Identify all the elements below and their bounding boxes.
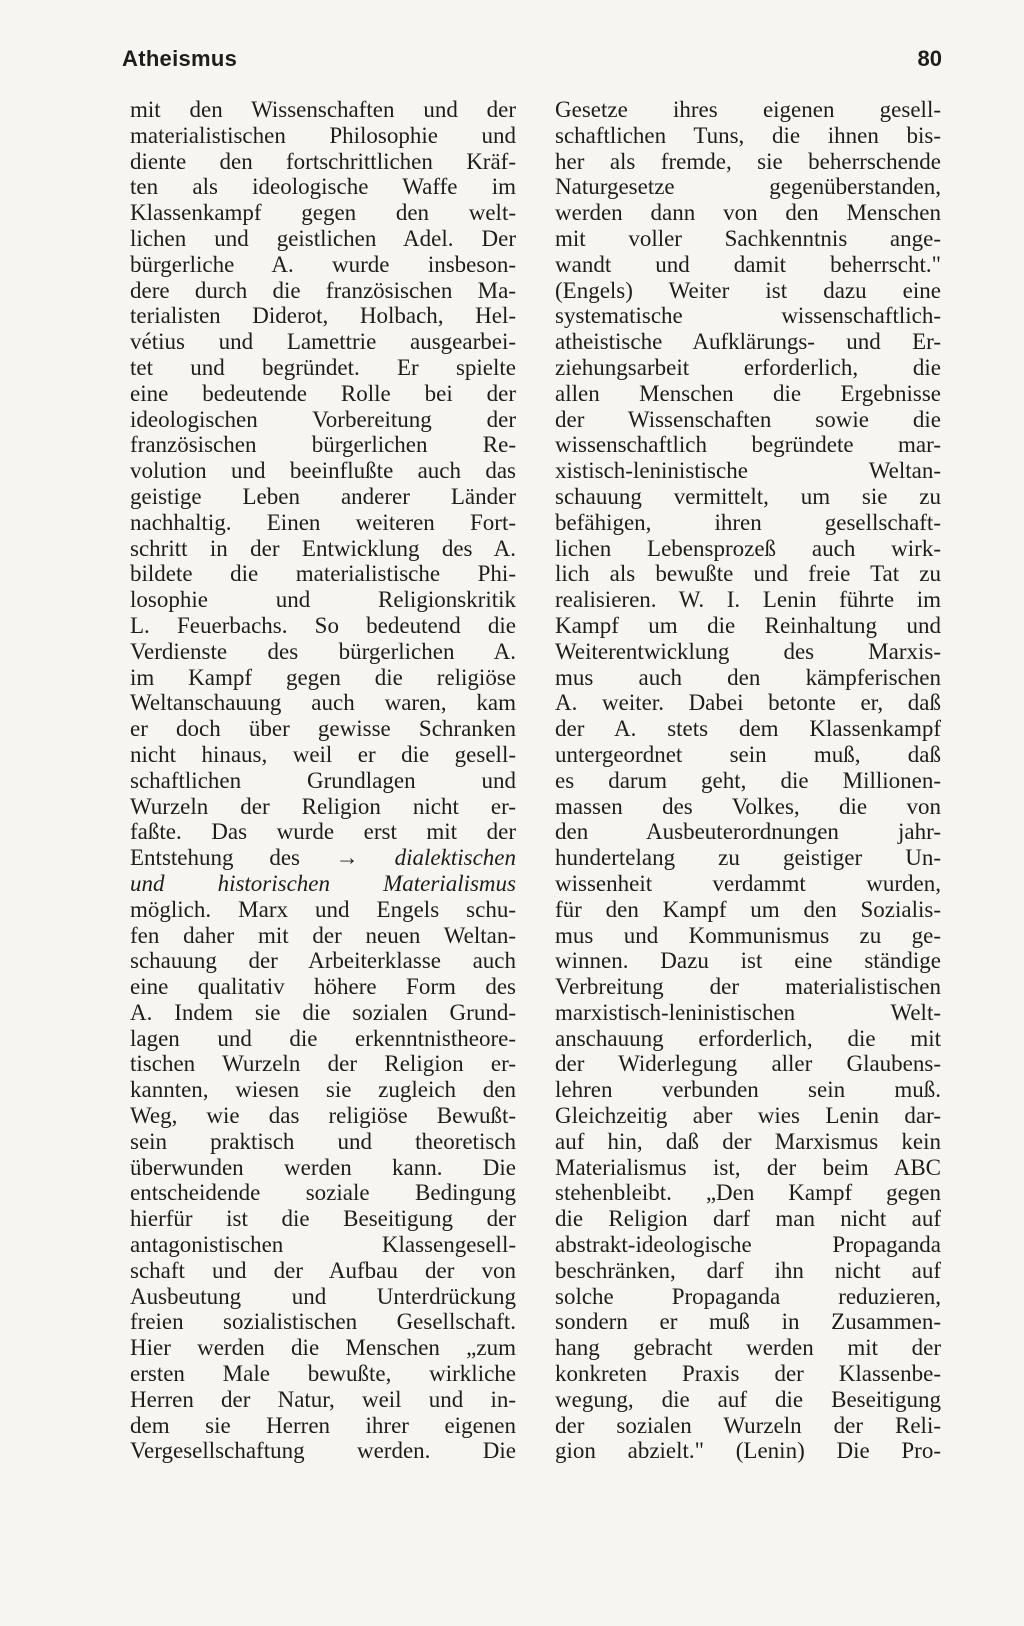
text-line: solche Propaganda reduzieren, — [555, 1283, 941, 1309]
text-line: winnen. Dazu ist eine ständige — [555, 948, 941, 974]
text-line: Entstehung des → dialektischen — [130, 845, 516, 871]
text-line: lehren verbunden sein muß. — [555, 1077, 941, 1103]
text-line: nicht hinaus, weil er die gesell- — [130, 741, 516, 767]
text-line: materialistischen Philosophie und — [130, 122, 516, 148]
text-line: realisieren. W. I. Lenin führte im — [555, 587, 941, 613]
text-line: anschauung erforderlich, die mit — [555, 1025, 941, 1051]
text-line: stehenbleibt. „Den Kampf gegen — [555, 1180, 941, 1206]
text-line: der A. stets dem Klassenkampf — [555, 716, 941, 742]
text-line: sondern er muß in Zusammen- — [555, 1309, 941, 1335]
text-line: dere durch die französischen Ma- — [130, 277, 516, 303]
text-line: ten als ideologische Waffe im — [130, 174, 516, 200]
text-line: losophie und Religionskritik — [130, 587, 516, 613]
left-text-column — [130, 97, 516, 1464]
text-line: Hier werden die Menschen „zum — [130, 1335, 516, 1361]
text-line: entscheidende soziale Bedingung — [130, 1180, 516, 1206]
text-line: lichen und geistlichen Adel. Der — [130, 225, 516, 251]
text-line: wissenschaftlich begründete mar- — [555, 432, 941, 458]
text-line: xistisch-leninistische Weltan- — [555, 458, 941, 484]
text-line: Materialismus ist, der beim ABC — [555, 1154, 941, 1180]
text-line: atheistische Aufklärungs- und Er- — [555, 329, 941, 355]
text-line: Verdienste des bürgerlichen A. — [130, 638, 516, 664]
text-line: wegung, die auf die Beseitigung — [555, 1386, 941, 1412]
text-line: faßte. Das wurde erst mit der — [130, 819, 516, 845]
text-line: mit den Wissenschaften und der — [130, 97, 516, 122]
text-line: (Engels) Weiter ist dazu eine — [555, 277, 941, 303]
text-line: untergeordnet sein muß, daß — [555, 741, 941, 767]
text-line: L. Feuerbachs. So bedeutend die — [130, 612, 516, 638]
text-line: Weiterentwicklung des Marxis- — [555, 638, 941, 664]
text-line: auf hin, daß der Marxismus kein — [555, 1128, 941, 1154]
text-line: wissenheit verdammt wurden, — [555, 870, 941, 896]
text-line: Verbreitung der materialistischen — [555, 974, 941, 1000]
text-line: überwunden werden kann. Die — [130, 1154, 516, 1180]
text-line: er doch über gewisse Schranken — [130, 716, 516, 742]
text-line: fen daher mit der neuen Weltan- — [130, 922, 516, 948]
text-line: geistige Leben anderer Länder — [130, 483, 516, 509]
text-line: Klassenkampf gegen den welt- — [130, 200, 516, 226]
text-line: sein praktisch und theoretisch — [130, 1128, 516, 1154]
text-line: Wurzeln der Religion nicht er- — [130, 793, 516, 819]
text-line: konkreten Praxis der Klassenbe- — [555, 1361, 941, 1387]
text-line: der sozialen Wurzeln der Reli- — [555, 1412, 941, 1438]
text-line: A. weiter. Dabei betonte er, daß — [555, 690, 941, 716]
text-line: dem sie Herren ihrer eigenen — [130, 1412, 516, 1438]
text-line: tischen Wurzeln der Religion er- — [130, 1051, 516, 1077]
text-line: antagonistischen Klassengesell- — [130, 1232, 516, 1258]
text-line: schauung vermittelt, um sie zu — [555, 483, 941, 509]
text-line: schaft und der Aufbau der von — [130, 1257, 516, 1283]
text-line: volution und beeinflußte auch das — [130, 458, 516, 484]
text-line: Herren der Natur, weil und in- — [130, 1386, 516, 1412]
text-line: eine bedeutende Rolle bei der — [130, 380, 516, 406]
text-line: Vergesellschaftung werden. Die — [130, 1438, 516, 1464]
text-line: schritt in der Entwicklung des A. — [130, 535, 516, 561]
text-line: Kampf um die Reinhaltung und — [555, 612, 941, 638]
text-line: hierfür ist die Beseitigung der — [130, 1206, 516, 1232]
text-line: Naturgesetze gegenüberstanden, — [555, 174, 941, 200]
text-line: her als fremde, sie beherrschende — [555, 148, 941, 174]
text-line: terialisten Diderot, Holbach, Hel- — [130, 303, 516, 329]
text-line: ideologischen Vorbereitung der — [130, 406, 516, 432]
text-line: tet und begründet. Er spielte — [130, 354, 516, 380]
text-line: Weg, wie das religiöse Bewußt- — [130, 1103, 516, 1129]
text-line: Ausbeutung und Unterdrückung — [130, 1283, 516, 1309]
right-text-column — [555, 97, 941, 1464]
text-line: wandt und damit beherrscht." — [555, 251, 941, 277]
text-line: es darum geht, die Millionen- — [555, 767, 941, 793]
text-line: massen des Volkes, die von — [555, 793, 941, 819]
text-line: hang gebracht werden mit der — [555, 1335, 941, 1361]
text-line: schaftlichen Grundlagen und — [130, 767, 516, 793]
running-header-title: Atheismus — [122, 46, 238, 71]
text-line: schauung der Arbeiterklasse auch — [130, 948, 516, 974]
text-line: ersten Male bewußte, wirkliche — [130, 1361, 516, 1387]
text-line: die Religion darf man nicht auf — [555, 1206, 941, 1232]
text-line: bürgerliche A. wurde insbeson- — [130, 251, 516, 277]
text-line: Gleichzeitig aber wies Lenin dar- — [555, 1103, 941, 1129]
text-line: systematische wissenschaftlich- — [555, 303, 941, 329]
text-line: der Wissenschaften sowie die — [555, 406, 941, 432]
text-line: im Kampf gegen die religiöse — [130, 664, 516, 690]
text-line: nachhaltig. Einen weiteren Fort- — [130, 509, 516, 535]
text-line: lichen Lebensprozeß auch wirk- — [555, 535, 941, 561]
text-line: beschränken, darf ihn nicht auf — [555, 1257, 941, 1283]
page-number: 80 — [917, 46, 942, 71]
text-line: bildete die materialistische Phi- — [130, 561, 516, 587]
text-line: den Ausbeuterordnungen jahr- — [555, 819, 941, 845]
text-line: hundertelang zu geistiger Un- — [555, 845, 941, 871]
text-line: diente den fortschrittlichen Kräf- — [130, 148, 516, 174]
text-line: Weltanschauung auch waren, kam — [130, 690, 516, 716]
text-line: befähigen, ihren gesellschaft- — [555, 509, 941, 535]
text-line: schaftlichen Tuns, die ihnen bis- — [555, 122, 941, 148]
text-line: französischen bürgerlichen Re- — [130, 432, 516, 458]
text-line: möglich. Marx und Engels schu- — [130, 896, 516, 922]
text-line: A. Indem sie die sozialen Grund- — [130, 999, 516, 1025]
text-line: für den Kampf um den Sozialis- — [555, 896, 941, 922]
text-line: marxistisch-leninistischen Welt- — [555, 999, 941, 1025]
text-line: mus und Kommunismus zu ge- — [555, 922, 941, 948]
text-line: mus auch den kämpferischen — [555, 664, 941, 690]
text-line: mit voller Sachkenntnis ange- — [555, 225, 941, 251]
text-line: lagen und die erkenntnistheore- — [130, 1025, 516, 1051]
text-line: ziehungsarbeit erforderlich, die — [555, 354, 941, 380]
text-line: werden dann von den Menschen — [555, 200, 941, 226]
text-line: abstrakt-ideologische Propaganda — [555, 1232, 941, 1258]
text-line: eine qualitativ höhere Form des — [130, 974, 516, 1000]
text-line: vétius und Lamettrie ausgearbei- — [130, 329, 516, 355]
text-line: und historischen Materialismus — [130, 870, 516, 896]
text-line: allen Menschen die Ergebnisse — [555, 380, 941, 406]
text-line: lich als bewußte und freie Tat zu — [555, 561, 941, 587]
text-line: Gesetze ihres eigenen gesell- — [555, 97, 941, 122]
text-line: freien sozialistischen Gesellschaft. — [130, 1309, 516, 1335]
text-line: der Widerlegung aller Glaubens- — [555, 1051, 941, 1077]
text-line: kannten, wiesen sie zugleich den — [130, 1077, 516, 1103]
text-line: gion abzielt." (Lenin) Die Pro- — [555, 1438, 941, 1464]
